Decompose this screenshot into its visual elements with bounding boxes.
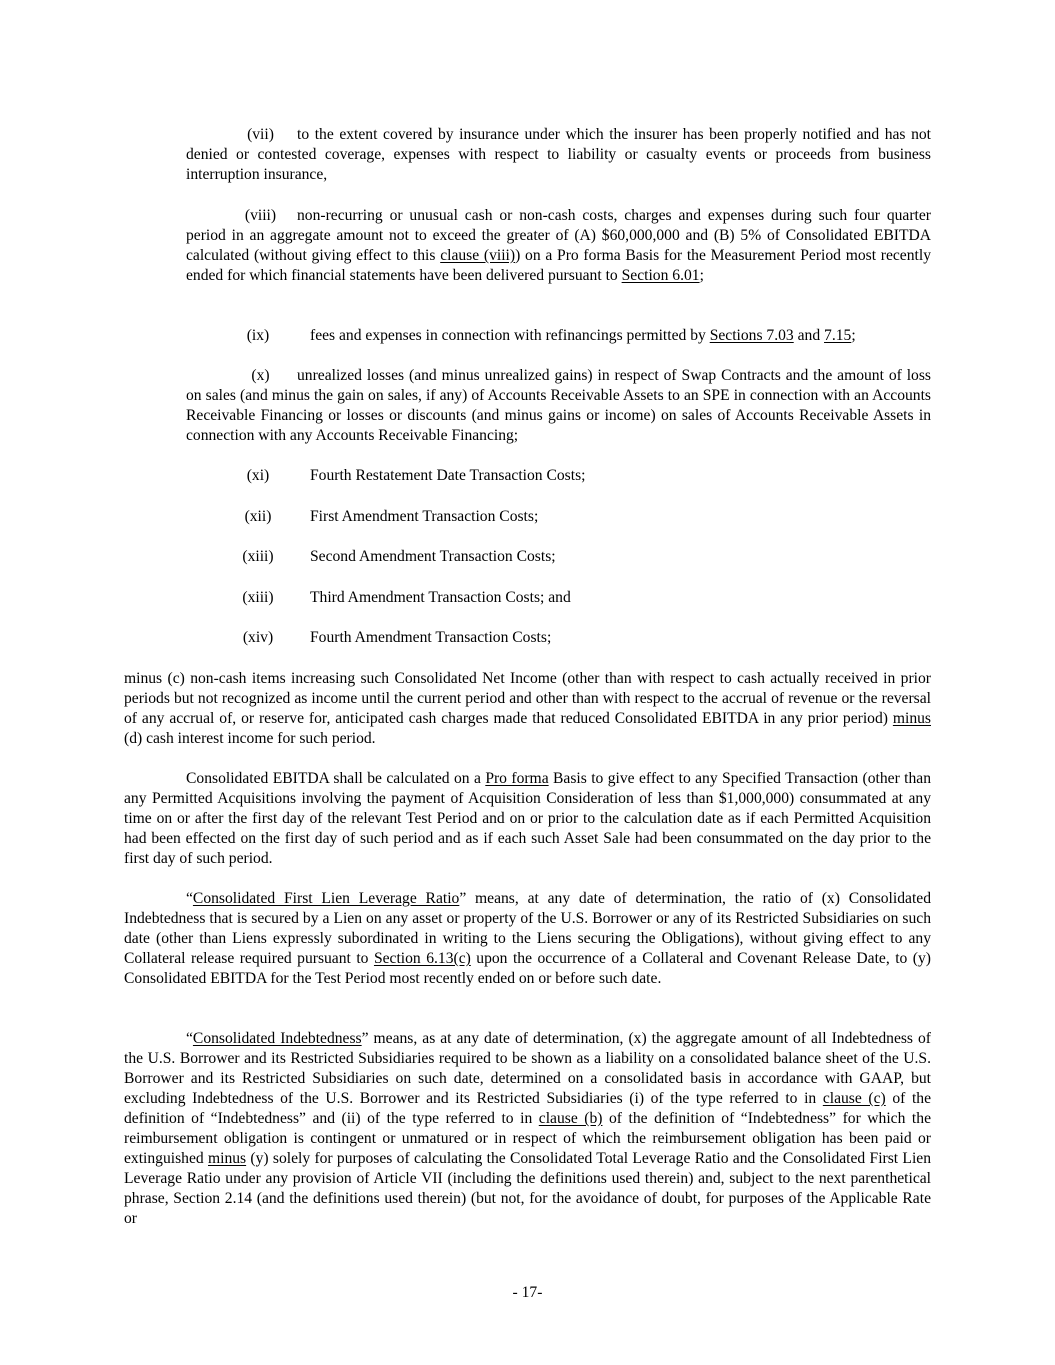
clause-text: ) on a Pro forma Basis for the Measurement Period most recently ended for which financial statements have been delivered pursuant to (186, 247, 931, 284)
clause-text: ; (851, 327, 856, 344)
paragraph-text: ” means, at any date of determination, the ratio of (x) Consolidated Indebtedness that is secured by a Lien on any asset or property of the U.S. Borrower or any of its Restricted Subsidiaries on such date (other than Liens expressly subordinated in writing to the Liens securing the Obligations), without giving effect to any Collateral release required pursuant to (124, 890, 931, 967)
clause-text: and (793, 327, 825, 344)
underlined-term: minus (208, 1150, 247, 1167)
ebitda-calculation-paragraph (124, 769, 931, 869)
clause-viii (186, 206, 931, 286)
cross-reference-link[interactable]: clause (c) (822, 1090, 886, 1107)
cross-reference-link[interactable]: 7.15 (824, 327, 852, 344)
clause-text: unrealized losses (and minus unrealized gains) in respect of Swap Contracts and the amount of loss on sales (and minus the gain on sales, if any) of Accounts Receivable Assets to an SPE in connection with an Accounts Receivable Financing or losses or discounts (and minus gains or income) on sales of Accounts Receivable Assets in connection with any Accounts Receivable Financing; (186, 367, 931, 444)
clause-text: fees and expenses in connection with refinancings permitted by (310, 327, 710, 344)
paragraph-text: ” means, as at any date of determination, (x) the aggregate amount of all Indebtedness of the U.S. Borrower and its Restricted Subsidiaries required to be shown as a liability on a consolidated balance sheet of the U.S. Borrower and its Restricted Subsidiaries on such date, determined on a consolidated basis in accordance with GAAP, but excluding Indebtedness of the U.S. Borrower and its Restricted Subsidiaries (i) of the type referred to in (124, 1030, 931, 1107)
page-number: - 17- (512, 1284, 543, 1301)
definition-consolidated-first-lien-leverage-ratio (124, 889, 931, 989)
cross-reference-link[interactable]: Section 6.13(c) (373, 950, 471, 967)
clause-text: Fourth Amendment Transaction Costs; (310, 629, 552, 646)
clause-number: (xii) (244, 508, 272, 525)
paragraph-text: Consolidated EBITDA shall be calculated on a (186, 770, 486, 787)
cross-reference-link[interactable]: Section 6.01 (621, 267, 700, 284)
paragraph-text: (d) cash interest income for such period. (124, 730, 376, 747)
cross-reference-link[interactable]: clause (viii) (440, 247, 516, 264)
cross-reference-link[interactable]: Sections 7.03 (709, 327, 794, 344)
clause-number: (vii) (247, 126, 274, 143)
clause-number: (viii) (244, 207, 277, 224)
paragraph-text: (y) solely for purposes of calculating the Consolidated Total Leverage Ratio and the Consolidated First Lien Leverage Ratio under any provision of Article VII (including the definitions used therein) and, subject to the next parenthetical phrase, Section 2.14 (and the definitions used therein) (but not, for the avoidance of doubt, for purposes of the Applicable Rate or (124, 1150, 931, 1227)
clause-text-line (310, 326, 856, 346)
clause-text: First Amendment Transaction Costs; (310, 508, 539, 525)
paragraph-text: Basis to give effect to any Specified Transaction (other than any Permitted Acquisitions involving the payment of Acquisition Consideration of less than $1,000,000) consummated at any time on or after the first day of the relevant Test Period and on or prior to the calculation date as if each Permitted Acquisition had been effected on the first day of such period and as if each such Asset Sale had been consummated on the day prior to the first day of such period. (124, 770, 932, 867)
clause-text: non-recurring or unusual cash or non-cash costs, charges and expenses during such four quarter period in an aggregate amount not to exceed the greater of (A) $60,000,000 and (B) 5% of Consolidated EBITDA calculated (without giving effect to this (186, 207, 931, 264)
clause-number: (ix) (246, 327, 270, 344)
defined-term: Consolidated First Lien Leverage Ratio (192, 890, 460, 907)
clause-number: (xiii) (242, 548, 274, 565)
clause-text: Third Amendment Transaction Costs; and (310, 589, 571, 606)
paragraph-text: of the definition of “Indebtedness” and (ii) of the type referred to in (124, 1090, 931, 1127)
clause-text: Fourth Restatement Date Transaction Costs; (310, 467, 586, 484)
clause-vii (186, 125, 931, 185)
clause-text: to the extent covered by insurance under which the insurer has been properly notified and has not denied or contested coverage, expenses with respect to liability or casualty events or proceeds from business interruption insurance, (186, 126, 931, 183)
paragraph-text: minus (c) non-cash items increasing such Consolidated Net Income (other than with respect to cash actually received in prior periods but not recognized as income until the current period and other than with respect to the accrual of revenue or the reversal of any accrual of, or reserve for, anticipated cash charges made that reduced Consolidated EBITDA in any prior period) (124, 670, 931, 727)
quote-mark: “ (186, 890, 193, 907)
clause-number: (x) (251, 367, 270, 384)
clause-text: ; (699, 267, 704, 284)
minus-paragraph (124, 669, 931, 749)
definition-consolidated-indebtedness (124, 1029, 931, 1229)
cross-reference-link[interactable]: clause (b) (538, 1110, 603, 1127)
underlined-term: Pro forma (485, 770, 549, 787)
quote-mark: “ (186, 1030, 193, 1047)
clause-x (186, 366, 931, 446)
paragraph-text: of the definition of “Indebtedness” for which the reimbursement obligation is contingent or unmatured or in respect of which the reimbursement obligation has been paid or extinguished (124, 1110, 931, 1167)
underlined-term: minus (892, 710, 931, 727)
defined-term: Consolidated Indebtedness (192, 1030, 362, 1047)
clause-number: (xiv) (242, 629, 274, 646)
clause-text: Second Amendment Transaction Costs; (310, 548, 556, 565)
clause-number: (xiii) (242, 589, 274, 606)
paragraph-text: upon the occurrence of a Collateral and Covenant Release Date, to (y) Consolidated EBITDA for the Test Period most recently ended on or before such date. (124, 950, 931, 987)
clause-number: (xi) (246, 467, 270, 484)
